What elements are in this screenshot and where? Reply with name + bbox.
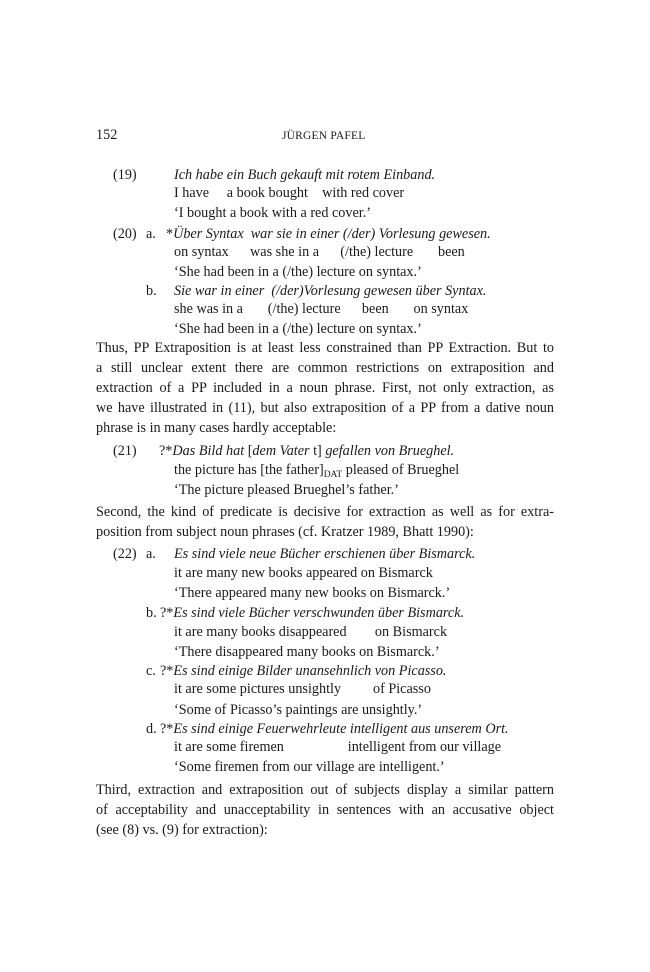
example-german: Sie war in einer (/der)Vorlesung gewesen über Syntax.: [174, 283, 487, 299]
example-german: [160, 662, 446, 680]
example-translation: ‘Some firemen from our village are intelligent.’: [174, 759, 445, 775]
page-number: 152: [96, 127, 118, 143]
german-text: gefallen von Brueghel.: [325, 443, 455, 459]
judgment-mark: *: [166, 226, 174, 242]
example-translation: ‘I bought a book with a red cover.’: [174, 205, 371, 221]
example-label: b.: [146, 605, 157, 621]
example-translation: ‘There disappeared many books on Bismarck.’: [174, 644, 440, 660]
example-number: (20): [113, 226, 137, 242]
example-gloss: I have a book bought with red cover: [174, 185, 405, 201]
body-line: we have illustrated in (11), but also extraposition of a PP from a dative noun: [96, 400, 554, 416]
example-translation: ‘She had been in a (/the) lecture on syntax.’: [174, 264, 422, 280]
running-head: JÜRGEN PAFEL: [282, 130, 366, 142]
example-german: [160, 604, 464, 622]
example-gloss: it are some pictures unsightly of Picasso: [174, 681, 431, 697]
gloss-text: pleased of Brueghel: [342, 462, 460, 478]
bracket: [: [247, 443, 253, 459]
example-german: [160, 720, 509, 738]
example-german: Es sind viele neue Bücher erschienen über Bismarck.: [174, 546, 476, 562]
example-gloss: [174, 461, 459, 479]
example-number: (19): [113, 167, 137, 183]
example-gloss: it are many books disappeared on Bismarck: [174, 624, 448, 640]
german-text: Das Bild hat: [172, 443, 248, 459]
body-line: Thus, PP Extraposition is at least less constrained than PP Extraction. But to: [96, 340, 554, 356]
example-label: c.: [146, 663, 156, 679]
trace: t]: [309, 443, 326, 459]
german-text: Es sind viele Bücher verschwunden über Bismarck.: [173, 605, 465, 621]
body-line: a still unclear extent there are common restrictions on extraposition and: [96, 360, 554, 376]
judgment-mark: ?*: [160, 721, 174, 737]
example-gloss: it are many new books appeared on Bismarck: [174, 565, 433, 581]
example-german: Ich habe ein Buch gekauft mit rotem Einband.: [174, 167, 436, 183]
body-line: extraction of a PP included in a noun phrase. First, not only extraction, as: [96, 380, 554, 396]
body-line: (see (8) vs. (9) for extraction):: [96, 822, 268, 838]
body-line: Second, the kind of predicate is decisive for extraction as well as for extra-: [96, 504, 554, 520]
example-gloss: on syntax was she in a (/the) lecture been: [174, 244, 465, 260]
body-line: position from subject noun phrases (cf. Kratzer 1989, Bhatt 1990):: [96, 524, 474, 540]
example-translation: ‘The picture pleased Brueghel’s father.’: [174, 482, 399, 498]
body-line: phrase is in many cases hardly acceptable:: [96, 420, 337, 436]
german-text: Es sind einige Bilder unansehnlich von Picasso.: [173, 663, 447, 679]
example-label: b.: [146, 283, 157, 299]
example-gloss: she was in a (/the) lecture been on syntax: [174, 301, 469, 317]
german-text: Es sind einige Feuerwehrleute intelligent aus unserem Ort.: [173, 721, 509, 737]
example-label: d.: [146, 721, 157, 737]
german-text: dem Vater: [252, 443, 310, 459]
body-line: of acceptability and unacceptability in sentences with an accusative object: [96, 802, 554, 818]
example-german: [166, 225, 491, 243]
example-translation: ‘There appeared many new books on Bismarck.’: [174, 585, 451, 601]
judgment-mark: ?*: [159, 443, 173, 459]
judgment-mark: ?*: [160, 663, 174, 679]
german-text: Über Syntax war sie in einer (/der) Vorlesung gewesen.: [173, 226, 491, 242]
case-subscript: DAT: [323, 470, 343, 480]
example-label: a.: [146, 226, 156, 242]
example-german: [159, 442, 454, 460]
example-label: a.: [146, 546, 156, 562]
example-translation: ‘She had been in a (/the) lecture on syntax.’: [174, 321, 422, 337]
example-number: (22): [113, 546, 137, 562]
judgment-mark: ?*: [160, 605, 174, 621]
example-translation: ‘Some of Picasso’s paintings are unsightly.’: [174, 702, 423, 718]
body-line: Third, extraction and extraposition out of subjects display a similar pattern: [96, 782, 554, 798]
example-number: (21): [113, 443, 137, 459]
example-gloss: it are some firemen intelligent from our village: [174, 739, 502, 755]
gloss-text: the picture has [the father]: [174, 462, 324, 478]
